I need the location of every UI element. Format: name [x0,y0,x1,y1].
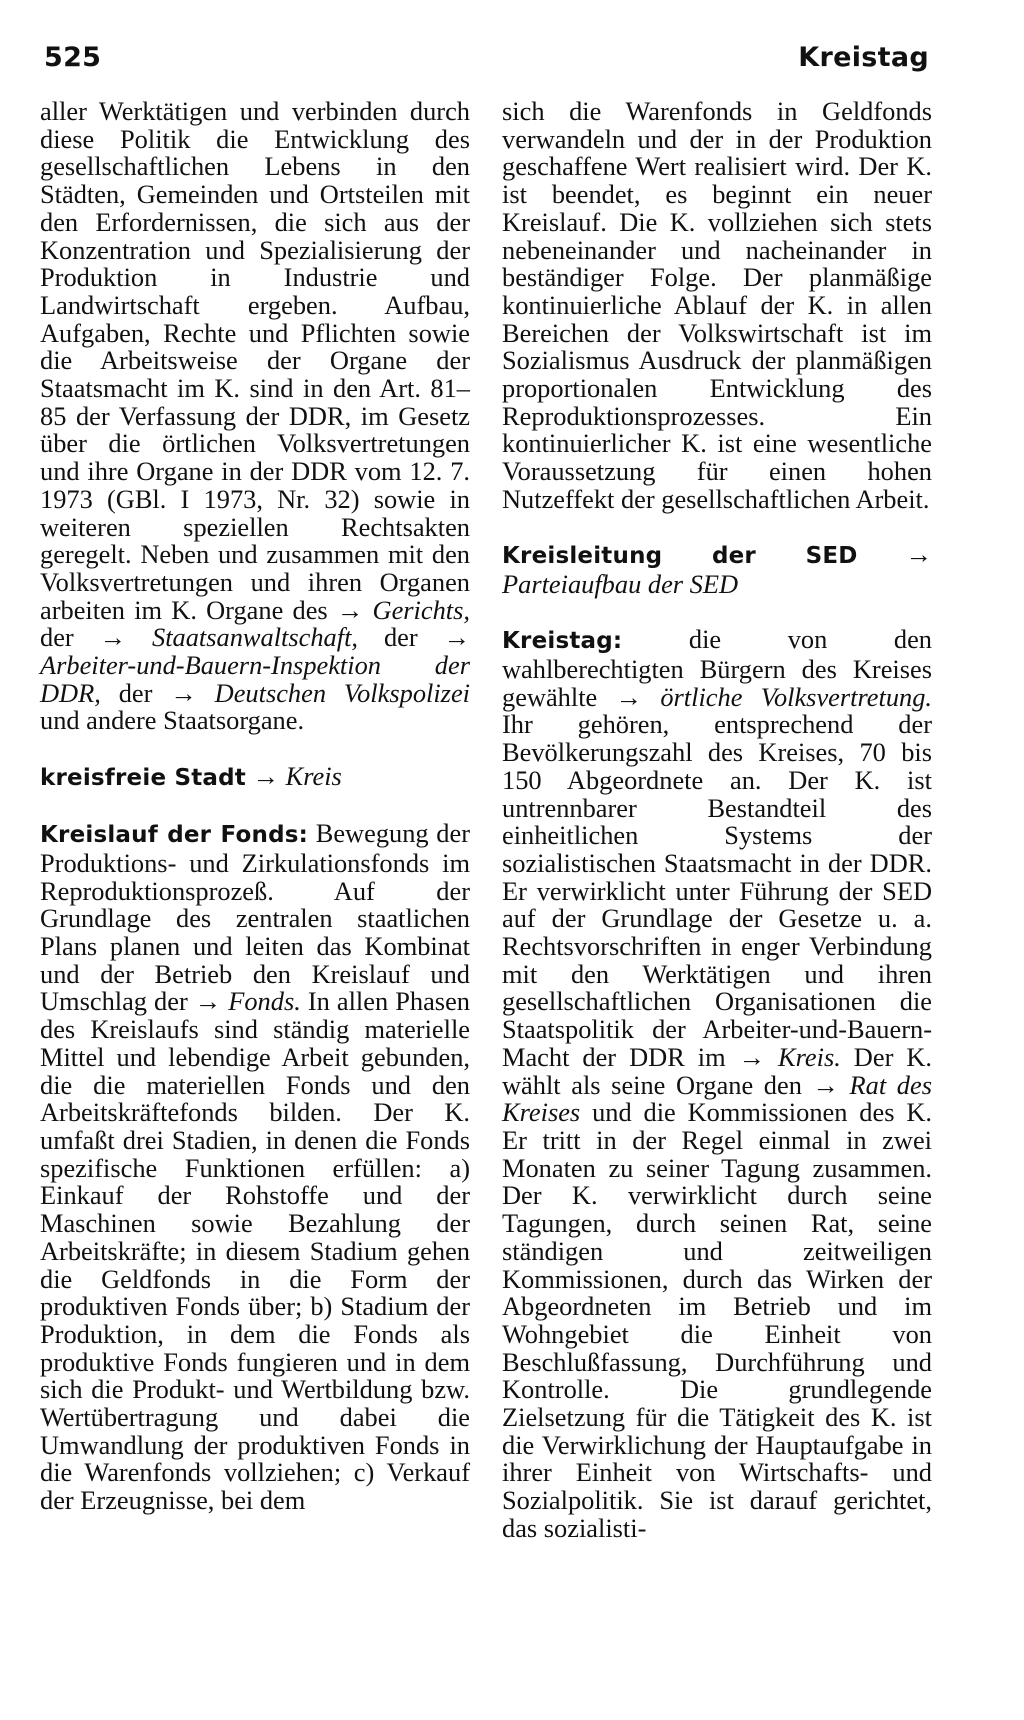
arrow-icon: → [252,760,279,791]
entry-text: der [40,622,100,653]
entry-text: und andere Staatsorgane. [40,705,305,736]
arrow-icon: → [194,986,222,1017]
entry-continuation [502,98,932,514]
running-head: Kreistag [798,42,929,73]
arrow-icon: → [99,622,127,653]
entry-text: In allen Phasen des Kreislaufs sind ständig materielle Mittel und lebendige Arbeit gebunden, die die materiellen Fonds und den Arbeitskräftefonds bilden. Der K. umfaßt drei Stadien, in denen die Fonds spezifische Funktionen erfüllen: a) Einkauf der Rohstoffe und der Maschinen sowie Bezahlung der Arbeitskräfte; in diesem Stadium gehen die Geldfonds in die Form der produktiven Fonds über; b) Stadium der Produktion, in dem die Fonds als produktive Fonds fungieren und in dem sich die Produkt- und Wertbildung bzw. Wertübertragung und dabei die Umwandlung der produktiven Fonds in die Warenfonds vollziehen; c) Verkauf der Erzeugnisse, bei dem [40,986,470,1516]
entry-headword: Kreislauf der Fonds: [40,822,309,849]
cross-reference: Arbeiter-und-Bauern-Inspektion der DDR, [40,650,470,708]
entry-text: aller Werktätigen und verbinden durch diese Politik die Entwicklung des gesellschaftlichen Lebens in den Städten, Gemeinden und Ortsteilen mit den Erfordernissen, die sich aus der Konzentration und Spezialisierung der Produktion in Industrie und Landwirtschaft ergeben. Aufbau, Aufgaben, Rechte und Pflichten sowie die Arbeitsweise der Organe der Staatsmacht im K. sind in den Art. 81–85 der Verfassung der DDR, im Gesetz über die örtlichen Volksvertretungen und ihre Organe in der DDR vom 12. 7. 1973 (GBl. I 1973, Nr. 32) sowie in weiteren speziellen Rechtsakten geregelt. Neben und zusammen mit den Volksvertretungen und ihren Organen arbeiten im K. Organe des [40,96,470,625]
cross-reference: Staatsanwaltschaft, [152,622,359,653]
entry-separator [40,735,470,763]
cross-reference: Rat des Kreises [502,1069,932,1128]
entry-text: der [100,677,171,708]
entry-continuation [40,98,470,735]
arrow-icon: → [336,594,364,625]
entry-text: der [358,622,444,653]
cross-reference: Kreis. [778,1041,841,1072]
arrow-icon: → [615,681,642,712]
arrow-icon: → [812,1069,839,1100]
entry-kreisfreie-stadt [40,760,470,793]
cross-reference: Fonds. [228,986,301,1017]
entry-separator [502,599,932,627]
entry-kreisleitung-der-sed [502,541,932,598]
entry-headword: Kreisleitung der SED [502,543,858,570]
cross-reference: Kreis [285,760,342,791]
entry-text: die von den wahlberechtigten Bürgern des Kreises gewählte [502,624,932,712]
arrow-icon: → [170,677,197,708]
entry-headword: Kreistag: [502,628,623,655]
page-number: 525 [44,42,102,73]
arrow-icon: → [738,1041,766,1072]
cross-reference: Gerichts, [372,594,470,625]
left-column [40,98,470,1515]
arrow-icon: → [443,622,470,653]
cross-reference: Parteiaufbau der SED [502,568,739,599]
entry-separator [40,793,470,821]
entry-kreistag [502,626,932,1542]
entry-headword: kreisfreie Stadt [40,764,246,791]
entry-text: sich die Warenfonds in Geldfonds verwandeln und der in der Produktion geschaffene Wert realisiert wird. Der K. ist beendet, es beginnt ein neuer Kreislauf. Die K. vollziehen sich stets nebeneinander und nacheinander in beständiger Folge. Der planmäßige kontinuierliche Ablauf der K. in allen Bereichen der Volkswirtschaft ist im Sozialismus Ausdruck der planmäßigen proportionalen Entwicklung des Reproduktionsprozesses. Ein kontinuierlicher K. ist eine wesentliche Voraussetzung für einen hohen Nutzeffekt der gesellschaftlichen Arbeit. [502,96,932,514]
entry-text: und die Kommissionen des K. Er tritt in der Regel einmal in zwei Monaten zu seiner Tagung zusammen. Der K. verwirklicht durch seine Tagungen, durch seinen Rat, seine ständigen und zeitweiligen Kommissionen, durch das Wirken der Abgeordneten im Betrieb und im Wohngebiet die Einheit von Beschlußfassung, Durchführung und Kontrolle. Die grundlegende Zielsetzung für die Tätigkeit des K. ist die Verwirklichung der Hauptaufgabe in ihrer Einheit von Wirtschafts- und Sozialpolitik. Sie ist darauf gerichtet, das sozialisti- [502,1097,932,1543]
entry-separator [502,514,932,542]
arrow-icon: → [905,539,932,570]
entry-kreislauf-der-fonds [40,820,470,1515]
entry-text: Der K. wählt als seine Organe den [502,1041,932,1100]
right-column [502,98,932,1543]
entry-text: Bewegung der Produktions- und Zirkulationsfonds im Reproduktionsprozeß. Auf der Grundlage des zentralen staatlichen Plans planen und leiten das Kombinat und der Betrieb den Kreislauf und Umschlag der [40,818,470,1017]
cross-reference: örtliche Volksvertretung. [660,681,932,712]
cross-reference: Deutschen Volkspolizei [214,677,470,708]
entry-text: Ihr gehören, entsprechend der Bevölkerungszahl des Kreises, 70 bis 150 Abgeordnete an. Der K. ist untrennbarer Bestandteil des einheitlichen Systems der sozialistischen Staatsmacht in der DDR. Er verwirklicht unter Führung der SED auf der Grundlage der Gesetze u. a. Rechtsvorschriften in enger Verbindung mit den Werktätigen und ihren gesellschaftlichen Organisationen die Staatspolitik der Arbeiter-und-Bauern-Macht der DDR im [502,709,932,1072]
